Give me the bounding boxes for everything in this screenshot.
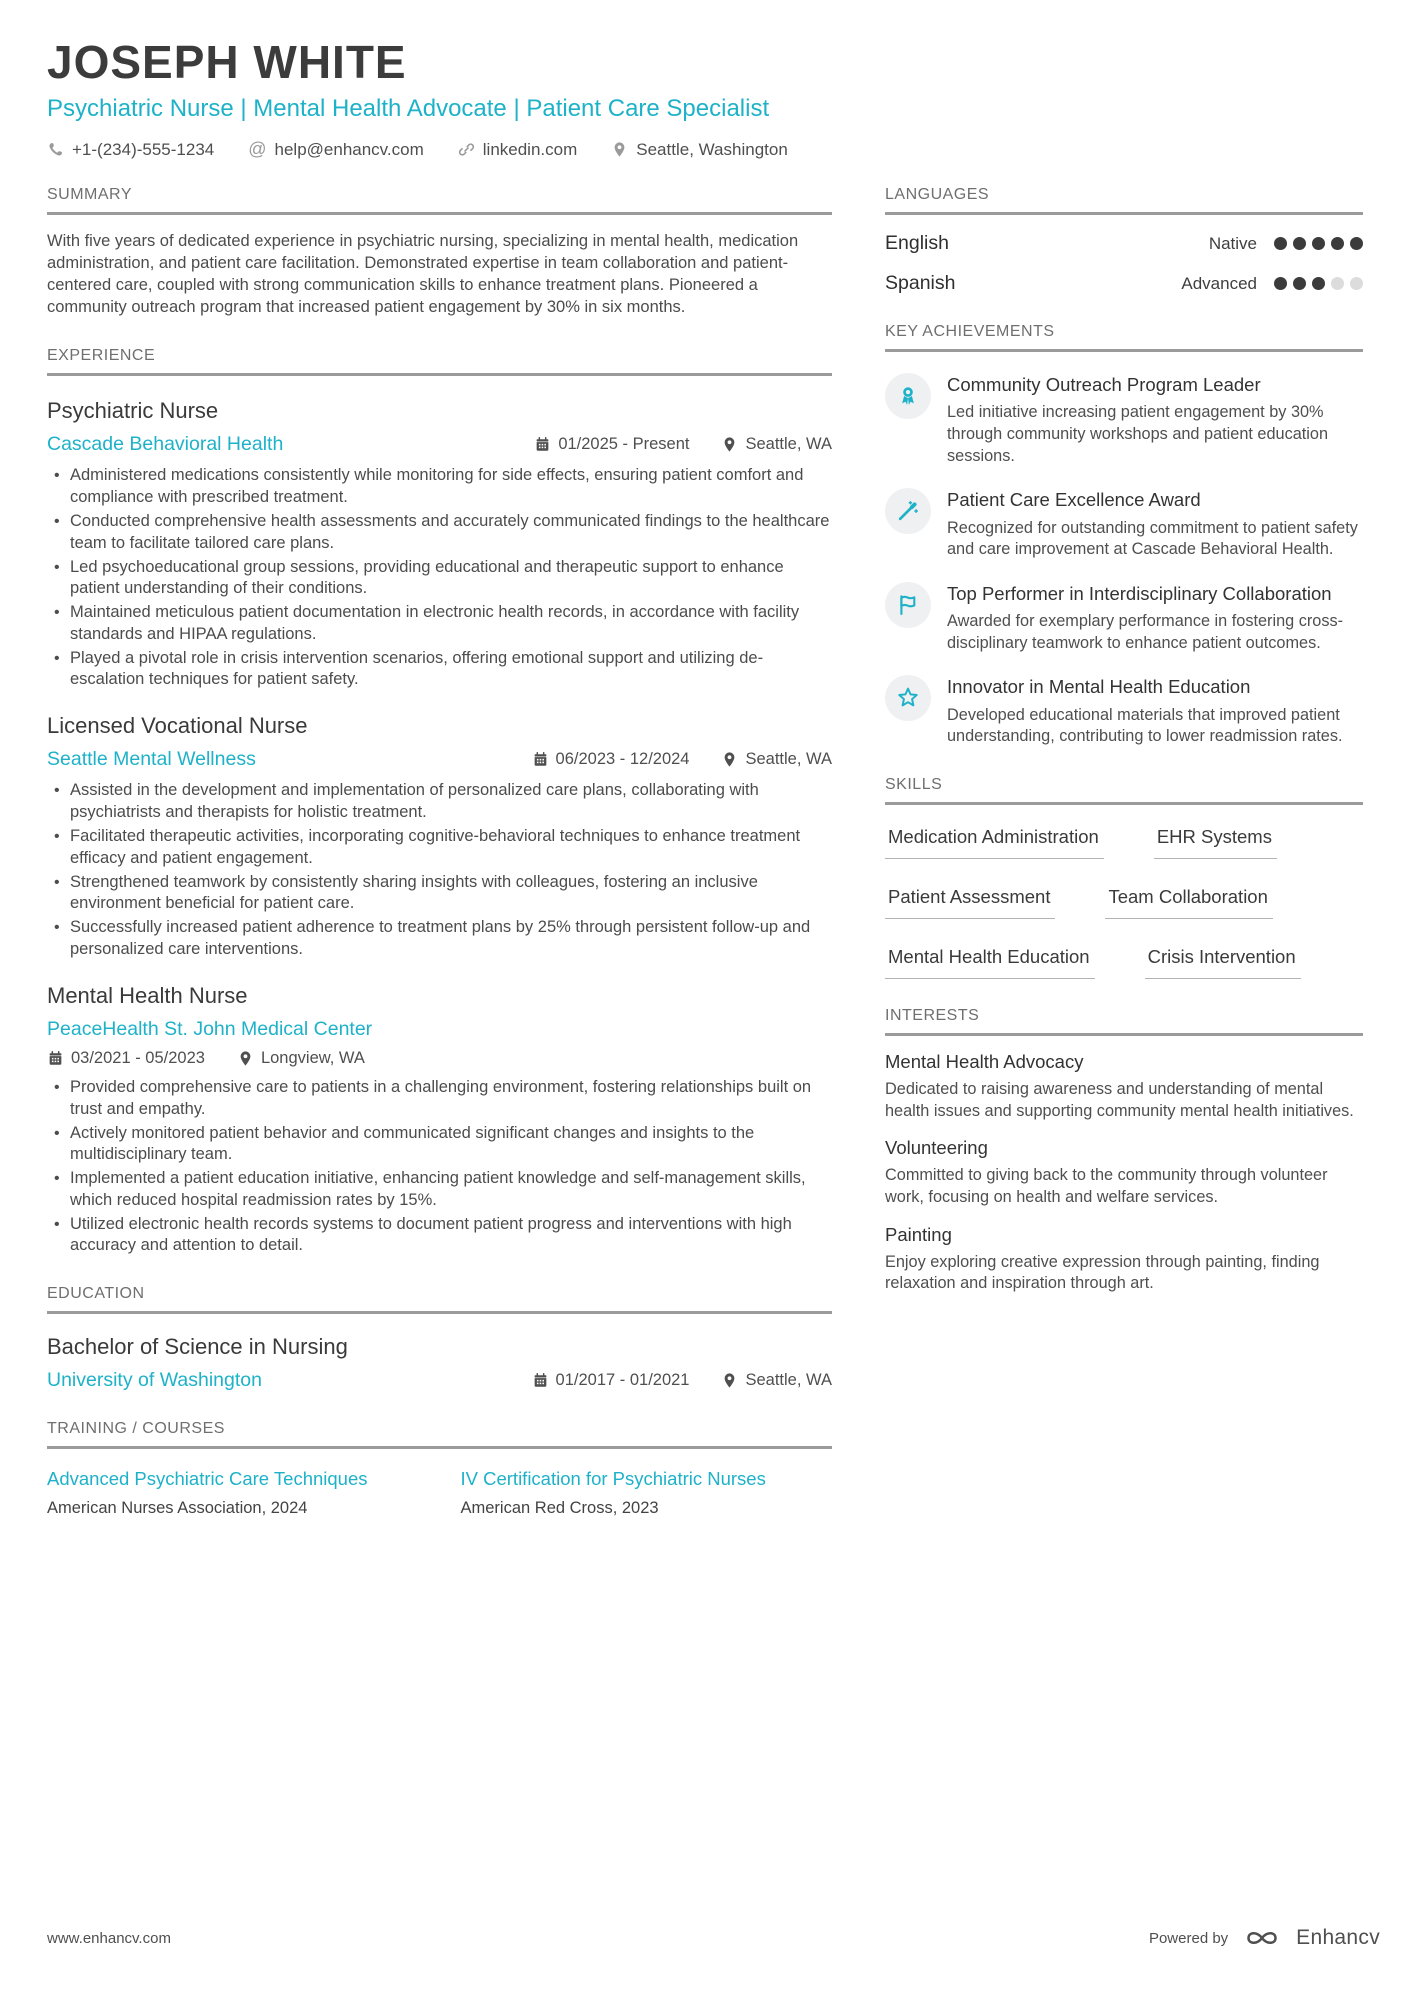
course-entry: [47, 1467, 419, 1518]
job-bullet: • Successfully increased patient adherence to treatment plans by 25% through persistent follow-up and personalized care interventions.: [47, 917, 832, 961]
job-bullet: • Led psychoeducational group sessions, providing educational and therapeutic support to enhance patient understanding of their conditions.: [47, 557, 832, 601]
proficiency-dot: [1293, 277, 1306, 290]
experience-heading: EXPERIENCE: [47, 347, 832, 376]
job-bullet: • Actively monitored patient behavior and communicated significant changes and insights to the multidisciplinary team.: [47, 1123, 832, 1167]
resume-header: [47, 38, 1363, 160]
languages-section: [885, 186, 1363, 295]
proficiency-dot: [1312, 277, 1325, 290]
location-pin-icon: [611, 141, 628, 158]
job-location: [721, 435, 832, 454]
location-pin-icon: [721, 1372, 738, 1389]
at-icon: @: [248, 139, 267, 160]
language-row: [885, 272, 1363, 295]
job-location: [237, 1049, 365, 1068]
job-bullet: • Provided comprehensive care to patients in a challenging environment, fostering relationships built on trust and empathy.: [47, 1077, 832, 1121]
job-title: Mental Health Nurse: [47, 982, 248, 1008]
link-icon: [458, 141, 475, 158]
wand-icon: [885, 488, 931, 534]
language-row: [885, 232, 1363, 255]
achievement-body: [947, 675, 1363, 747]
course-title[interactable]: IV Certification for Psychiatric Nurses: [460, 1468, 766, 1490]
training-heading: TRAINING / COURSES: [47, 1420, 832, 1449]
footer-website[interactable]: www.enhancv.com: [47, 1929, 171, 1947]
skills-section: [885, 776, 1363, 979]
education-dates: [532, 1371, 690, 1390]
languages-heading: LANGUAGES: [885, 186, 1363, 215]
interest-title: Mental Health Advocacy: [885, 1050, 1084, 1072]
achievement-body: [947, 582, 1363, 654]
calendar-icon: [534, 436, 551, 453]
achievement-title: Community Outreach Program Leader: [947, 374, 1261, 396]
job-dates-text: 01/2025 - Present: [558, 435, 690, 454]
left-column: [47, 186, 832, 1518]
education-heading: EDUCATION: [47, 1285, 832, 1314]
job-bullet: • Played a pivotal role in crisis intervention scenarios, offering emotional support and utilizing de-escalation techniques for patient safety.: [47, 648, 832, 692]
medal-icon: [885, 373, 931, 419]
achievement-item: [885, 373, 1363, 467]
candidate-name: JOSEPH WHITE: [47, 36, 407, 88]
job-entry: [47, 398, 832, 691]
contact-link[interactable]: [458, 140, 578, 160]
achievement-description: Developed educational materials that improved patient understanding, contributing to lower readmission rates.: [947, 705, 1343, 746]
job-entry: [47, 983, 832, 1258]
enhancv-brand-name[interactable]: Enhancv: [1296, 1926, 1380, 1949]
achievement-title: Innovator in Mental Health Education: [947, 676, 1251, 698]
education-meta-row: [47, 1369, 832, 1392]
achievement-item: [885, 675, 1363, 747]
education-location-text: Seattle, WA: [745, 1371, 832, 1390]
page-footer: [0, 1923, 1410, 1953]
achievement-body: [947, 488, 1363, 560]
achievement-description: Awarded for exemplary performance in fostering cross-disciplinary teamwork to enhance patient outcomes.: [947, 612, 1344, 652]
job-dates: [534, 435, 689, 454]
contact-email[interactable]: [248, 139, 424, 160]
company-name[interactable]: Seattle Mental Wellness: [47, 748, 256, 771]
job-title: Licensed Vocational Nurse: [47, 713, 308, 739]
flag-icon: [885, 582, 931, 628]
achievement-item: [885, 582, 1363, 654]
job-meta-row: [47, 1049, 832, 1068]
summary-text: With five years of dedicated experience in psychiatric nursing, specializing in mental health, medication administration, and patient care facilitation. Demonstrated expertise in team collaboration and patient-centered care, coupled with strong communication skills to enhance treatment plans. Pioneered a community outreach program that increased patient engagement by 30% in six months.: [47, 232, 799, 317]
language-proficiency-dots: [1274, 237, 1363, 250]
job-bullet: • Utilized electronic health records systems to document patient progress and interventions with high accuracy and attention to detail.: [47, 1214, 832, 1258]
proficiency-dot: [1274, 237, 1287, 250]
proficiency-dot: [1293, 237, 1306, 250]
education-section: [47, 1285, 832, 1392]
summary-heading: SUMMARY: [47, 186, 832, 215]
summary-section: [47, 186, 832, 319]
skills-list: [885, 826, 1363, 979]
job-meta-row: [47, 748, 832, 771]
job-bullet: • Assisted in the development and implementation of personalized care plans, collaborating with psychiatrists and therapists for holistic treatment.: [47, 780, 832, 824]
interest-title: Painting: [885, 1223, 952, 1245]
job-bullet: • Maintained meticulous patient documentation in electronic health records, in accordance with facility standards and HIPAA regulations.: [47, 602, 832, 646]
job-bullet: • Implemented a patient education initiative, enhancing patient knowledge and self-management skills, which reduced hospital readmission rates by 15%.: [47, 1168, 832, 1212]
course-provider: American Nurses Association, 2024: [47, 1498, 308, 1517]
course-provider: American Red Cross, 2023: [460, 1498, 659, 1517]
education-dates-text: 01/2017 - 01/2021: [555, 1371, 690, 1390]
achievement-description: Led initiative increasing patient engagement by 30% through community workshops and patient education sessions.: [947, 403, 1329, 465]
calendar-icon: [47, 1050, 64, 1067]
right-column: [885, 186, 1363, 1518]
job-location-text: Seattle, WA: [745, 435, 832, 454]
enhancv-logo-icon: [1240, 1923, 1284, 1953]
interest-item: [885, 1051, 1363, 1122]
course-title[interactable]: Advanced Psychiatric Care Techniques: [47, 1468, 368, 1490]
achievement-item: [885, 488, 1363, 560]
calendar-icon: [532, 1372, 549, 1389]
location-pin-icon: [721, 436, 738, 453]
achievements-section: [885, 323, 1363, 748]
interest-description: Dedicated to raising awareness and understanding of mental health issues and supporting community mental health initiatives.: [885, 1079, 1354, 1120]
contact-row: [47, 139, 1363, 160]
language-level: Native: [1208, 233, 1257, 253]
skill-tag: Patient Assessment: [885, 886, 1055, 919]
job-entry: [47, 713, 832, 961]
job-bullet: • Facilitated therapeutic activities, incorporating cognitive-behavioral techniques to enhance treatment efficacy and patient engagement.: [47, 826, 832, 870]
experience-section: [47, 347, 832, 1257]
company-name[interactable]: Cascade Behavioral Health: [47, 433, 284, 456]
phone-icon: [47, 141, 64, 158]
job-bullets: [47, 780, 832, 960]
job-location: [721, 750, 832, 769]
interests-heading: INTERESTS: [885, 1007, 1363, 1036]
job-bullet: • Conducted comprehensive health assessments and accurately communicated findings to the healthcare team to facilitate tailored care plans.: [47, 511, 832, 555]
proficiency-dot: [1331, 237, 1344, 250]
proficiency-dot: [1350, 237, 1363, 250]
contact-location: [611, 140, 788, 160]
education-location: [721, 1371, 832, 1390]
proficiency-dot: [1350, 277, 1363, 290]
job-location-text: Seattle, WA: [745, 750, 832, 769]
achievement-body: [947, 373, 1363, 467]
achievement-description: Recognized for outstanding commitment to patient safety and care improvement at Cascade Behavioral Health.: [947, 518, 1358, 559]
interest-description: Enjoy exploring creative expression through painting, finding relaxation and inspiration through art.: [885, 1252, 1320, 1293]
location-text: Seattle, Washington: [636, 139, 788, 159]
skill-tag: Team Collaboration: [1105, 886, 1272, 919]
candidate-headline: Psychiatric Nurse | Mental Health Advocate | Patient Care Specialist: [47, 95, 770, 123]
interest-description: Committed to giving back to the community through volunteer work, focusing on health and welfare services.: [885, 1166, 1328, 1206]
interest-title: Volunteering: [885, 1137, 988, 1159]
star-icon: [885, 675, 931, 721]
job-bullets: [47, 465, 832, 691]
degree-title: Bachelor of Science in Nursing: [47, 1334, 348, 1360]
phone-number: +1-(234)-555-1234: [72, 139, 215, 159]
job-dates-text: 03/2021 - 05/2023: [71, 1049, 205, 1067]
language-level: Advanced: [1181, 273, 1257, 293]
skill-tag: Crisis Intervention: [1145, 946, 1301, 979]
course-entry: [461, 1467, 833, 1518]
job-bullet: • Strengthened teamwork by consistently sharing insights with colleagues, fostering an inclusive environment beneficial for patient care.: [47, 872, 832, 916]
proficiency-dot: [1331, 277, 1344, 290]
job-dates: [47, 1049, 205, 1068]
calendar-icon: [532, 751, 549, 768]
interest-item: [885, 1224, 1363, 1295]
language-proficiency-dots: [1274, 277, 1363, 290]
link-text: linkedin.com: [482, 139, 578, 159]
language-name: Spanish: [885, 272, 956, 295]
job-dates: [532, 750, 690, 769]
skill-tag: Medication Administration: [885, 826, 1104, 859]
company-name[interactable]: PeaceHealth St. John Medical Center: [47, 1018, 373, 1040]
achievement-title: Top Performer in Interdisciplinary Collaboration: [947, 582, 1332, 604]
skill-tag: Mental Health Education: [885, 946, 1095, 979]
job-title: Psychiatric Nurse: [47, 398, 219, 424]
achievement-title: Patient Care Excellence Award: [947, 489, 1201, 511]
job-location-text: Longview, WA: [260, 1049, 365, 1067]
contact-phone: [47, 140, 214, 160]
skills-heading: SKILLS: [885, 776, 1363, 805]
school-name[interactable]: University of Washington: [47, 1369, 262, 1392]
job-dates-text: 06/2023 - 12/2024: [555, 750, 690, 769]
courses-grid: [47, 1467, 832, 1518]
powered-by-label: Powered by: [1148, 1929, 1229, 1947]
location-pin-icon: [237, 1050, 254, 1067]
powered-by-block: [1149, 1923, 1380, 1953]
achievements-heading: KEY ACHIEVEMENTS: [885, 323, 1363, 352]
location-pin-icon: [721, 751, 738, 768]
interests-section: [885, 1007, 1363, 1295]
proficiency-dot: [1312, 237, 1325, 250]
skill-tag: EHR Systems: [1154, 826, 1277, 859]
job-meta-row: [47, 433, 832, 456]
proficiency-dot: [1274, 277, 1287, 290]
job-meta-row: [47, 1018, 832, 1041]
training-section: [47, 1420, 832, 1518]
email-address: help@enhancv.com: [274, 139, 424, 159]
language-name: English: [885, 232, 949, 255]
interest-item: [885, 1137, 1363, 1208]
job-bullet: • Administered medications consistently while monitoring for side effects, ensuring patient comfort and compliance with prescribed treatment.: [47, 465, 832, 509]
job-bullets: [47, 1077, 832, 1257]
